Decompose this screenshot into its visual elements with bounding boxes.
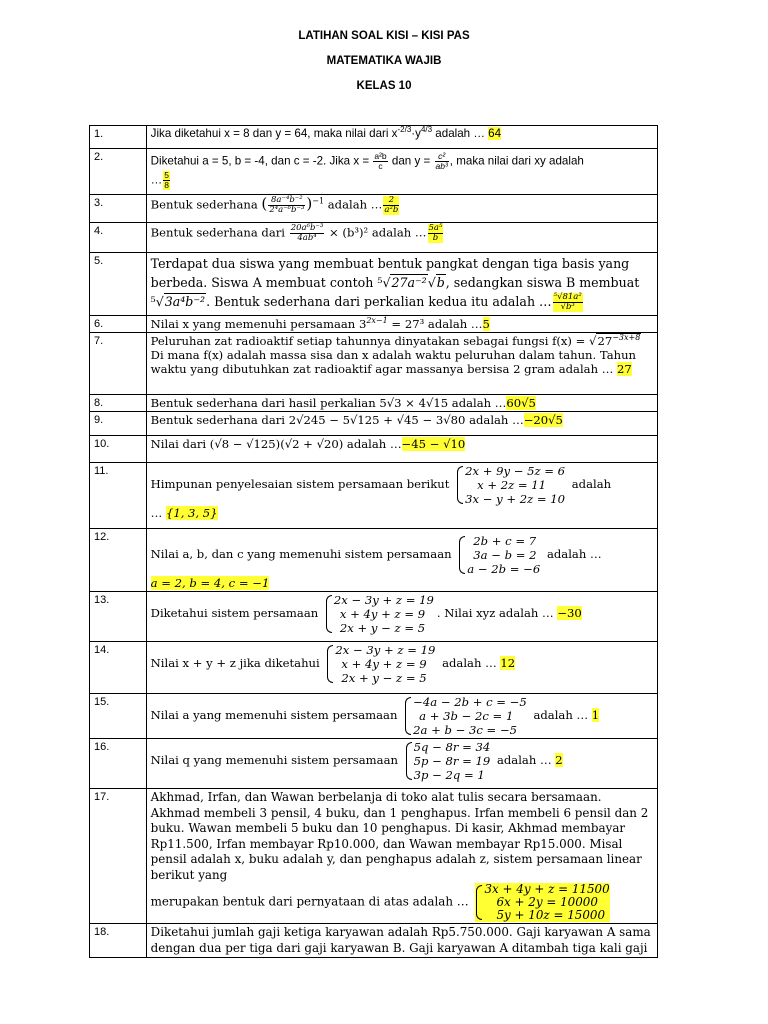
question-number: 15. (90, 694, 147, 739)
question-text: Bentuk sederhana dari 2√245 − 5√125 + √45 − 3√80 adalah …−20√5 (146, 412, 657, 436)
question-row (90, 529, 658, 592)
question-row (90, 195, 658, 223)
question-text: Nilai a yang memenuhi sistem persamaan −4a − 2b + c = −5 a + 3b − 2c = 1 2a + b − 3c = −5 adalah … 1 (146, 694, 657, 739)
answer-highlight: 12 (500, 656, 516, 670)
equation-system: 2x + 9y − 5z = 6 x + 2z = 11 3x − y + 2z = 10 (456, 464, 565, 506)
answer-highlight: {1, 3, 5} (165, 506, 218, 520)
question-text: Diketahui jumlah gaji ketiga karyawan adalah Rp5.750.000. Gaji karyawan A sama dengan dua per tiga dari gaji karyawan B. Gaji karyawan A ditambah tiga kali gaji (146, 924, 657, 958)
question-row (90, 463, 658, 529)
question-number: 14. (90, 642, 147, 694)
question-row (90, 395, 658, 412)
equation-system: −4a − 2b + c = −5 a + 3b − 2c = 1 2a + b − 3c = −5 (404, 695, 527, 737)
question-row (90, 789, 658, 924)
question-text: Bentuk sederhana ( $\frac{\text{8a⁻⁴b⁻²}}{\text{2⁴a⁻⁶b⁻³}}$ )$^{-1}$ adalah … $\frac{2}{\text{a²b}}$ (146, 195, 657, 223)
question-number: 11. (90, 463, 147, 529)
question-text: Nilai x yang memenuhi persamaan $3^{2x-1} = 27^3$ adalah …5 (146, 316, 657, 333)
question-number: 4. (90, 223, 147, 253)
answer-highlight: 27 (617, 362, 632, 376)
equation-system: 2b + c = 7 3a − b = 2 a − 2b = −6 (458, 534, 540, 576)
question-text: Nilai x + y + z jika diketahui 2x − 3y + z = 19 x + 4y + z = 9 2x + y − z = 5 adalah … 12 (146, 642, 657, 694)
answer-highlight: 3x + 4y + z = 11500 6x + 2y = 10000 5y + 10z = 15000 (475, 883, 609, 922)
question-text: Nilai q yang memenuhi sistem persamaan 5q − 8r = 34 5p − 8r = 19 3p − 2q = 1 adalah … 2 (146, 739, 657, 789)
question-row (90, 412, 658, 436)
question-number: 10. (90, 436, 147, 463)
question-number: 1. (90, 126, 147, 149)
answer-highlight: 64 (488, 127, 502, 140)
question-table (89, 125, 658, 958)
question-row (90, 592, 658, 642)
question-row (90, 223, 658, 253)
answer-highlight: $\frac{\text{5a⁵}}{b}$ (428, 223, 443, 243)
header-class: KELAS 10 (356, 80, 412, 92)
question-text: Akhmad, Irfan, dan Wawan berbelanja di toko alat tulis secara bersamaan. Akhmad membeli 3 pensil, 4 buku, dan 1 penghapus. Irfan membeli 6 pensil dan 2 buku. Wawan membeli 5 buku dan 10 penghapus. Di kasir, Akhmad membayar Rp11.500, Irfan membayar Rp10.000, dan Wawan membayar Rp15.000. Misal pensil adalah x, buku adalah y, dan penghapus adalah z, sistem persamaan linear berikut yang merupakan bentuk dari pernyataan di atas adalah … 3x + 4y + z = 11500 6x + 2y = 10000 5y + 10z = 15000 (146, 789, 657, 924)
answer-highlight: $\frac{\text{⁵√81a²}}{\text{√b³}}$ (553, 292, 582, 312)
question-number: 9. (90, 412, 147, 436)
question-row (90, 316, 658, 333)
question-row (90, 126, 658, 149)
header-subject: MATEMATIKA WAJIB (326, 55, 442, 67)
answer-highlight: 2 (555, 753, 563, 767)
question-row (90, 333, 658, 395)
question-row (90, 642, 658, 694)
question-text: Peluruhan zat radioaktif setiap tahunnya dinyatakan sebagai fungsi $f(x) = √27^{-3x+8}$ Di mana f(x) adalah massa sisa dan x adalah waktu peluruhan dalam tahun. Tahun waktu yang dibutuhkan zat radioaktif agar massanya bersisa 2 gram adalah … 27 (146, 333, 657, 395)
answer-highlight: a = 2, b = 4, c = −1 (150, 576, 270, 590)
question-number: 16. (90, 739, 147, 789)
question-number: 18. (90, 924, 147, 958)
question-row (90, 436, 658, 463)
question-row (90, 739, 658, 789)
answer-highlight: $\frac{2}{\text{a²b}}$ (384, 195, 399, 215)
question-text: Diketahui sistem persamaan 2x − 3y + z = 19 x + 4y + z = 9 2x + y − z = 5 . Nilai xyz adalah … −30 (146, 592, 657, 642)
equation-system: 2x − 3y + z = 19 x + 4y + z = 9 2x + y − z = 5 (326, 643, 435, 685)
answer-highlight: 60√5 (506, 396, 536, 410)
question-number: 3. (90, 195, 147, 223)
answer-highlight: −30 (557, 606, 582, 620)
question-number: 13. (90, 592, 147, 642)
question-number: 8. (90, 395, 147, 412)
equation-system: 2x − 3y + z = 19 x + 4y + z = 9 2x + y − z = 5 (325, 593, 434, 635)
question-number: 7. (90, 333, 147, 395)
question-text: Nilai dari (√8 − √125)(√2 + √20) adalah …−45 − √10 (146, 436, 657, 463)
question-number: 2. (90, 149, 147, 195)
question-text: Jika diketahui x = 8 dan y = 64, maka nilai dari $x^{-2/3}\cdot y^{4/3}$ adalah … 64 (146, 126, 657, 149)
question-text: Bentuk sederhana dari hasil perkalian 5√3 × 4√15 adalah …60√5 (146, 395, 657, 412)
question-number: 5. (90, 253, 147, 316)
header-title: LATIHAN SOAL KISI – KISI PAS (298, 30, 470, 42)
question-row (90, 149, 658, 195)
answer-highlight: −45 − √10 (401, 437, 466, 451)
answer-highlight: 5 (482, 317, 490, 331)
question-row (90, 253, 658, 316)
equation-system: 5q − 8r = 34 5p − 8r = 19 3p − 2q = 1 (405, 740, 491, 782)
question-number: 6. (90, 316, 147, 333)
answer-highlight: $\frac{5}{8}$ (164, 170, 169, 190)
question-row (90, 694, 658, 739)
question-text: Himpunan penyelesaian sistem persamaan berikut 2x + 9y − 5z = 6 x + 2z = 11 3x − y + 2z = 10 adalah … {1, 3, 5} (146, 463, 657, 529)
answer-highlight: 1 (591, 708, 600, 722)
question-number: 12. (90, 529, 147, 592)
question-text: Diketahui a = 5, b = -4, dan c = -2. Jika x = $\frac{\text{a²b}}{c}$ dan y = $\frac{\text{c²}}{\text{ab³}}$ , maka nilai dari xy adalah … $\frac{5}{8}$ (146, 149, 657, 195)
answer-highlight: −20√5 (523, 413, 563, 427)
question-number: 17. (90, 789, 147, 924)
question-row (90, 924, 658, 958)
question-text: Bentuk sederhana dari $\frac{\text{20a⁶b⁻³}}{\text{4ab⁴}}$ × (b³)² adalah … $\frac{\text{5a⁵}}{b}$ (146, 223, 657, 253)
question-text: Nilai a, b, dan c yang memenuhi sistem persamaan 2b + c = 7 3a − b = 2 a − 2b = −6 adalah … a = 2, b = 4, c = −1 (146, 529, 657, 592)
question-text: Terdapat dua siswa yang membuat bentuk pangkat dengan tiga basis yang berbeda. Siswa A membuat contoh ⁵√27a⁻²√b, sedangkan siswa B membuat ⁵√3a⁴b⁻². Bentuk sederhana dari perkalian kedua itu adalah … $\frac{\text{⁵√81a²}}{\text{√b³}}$ (146, 253, 657, 316)
